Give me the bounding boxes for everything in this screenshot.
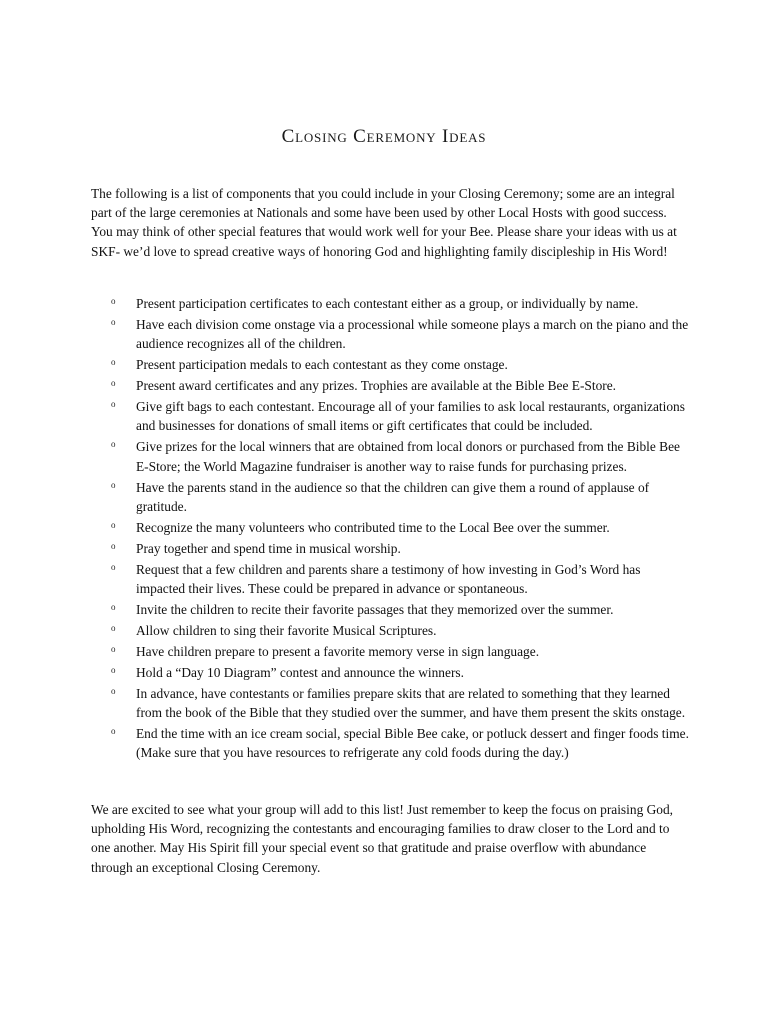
ideas-list: [91, 294, 691, 764]
list-item: [91, 539, 691, 558]
bullet-icon: o: [111, 439, 116, 450]
bullet-icon: o: [111, 623, 116, 634]
bullet-icon: o: [111, 686, 116, 697]
list-item-text: Give gift bags to each contestant. Encourage all of your families to ask local restaurants, organizations and businesses for donations of small items or gift certificates that could be included.: [136, 399, 685, 434]
bullet-icon: o: [111, 399, 116, 410]
list-item-text: Present participation medals to each contestant as they come onstage.: [136, 357, 508, 373]
intro-paragraph: The following is a list of components that you could include in your Closing Ceremony; some are an integral part of the large ceremonies at Nationals and some have been used by other Local Hosts with good success. You may think of other special features that would work well for your Bee. Please share your ideas with us at SKF- we’d love to spread creative ways of honoring God and highlighting family discipleship in His Word!: [91, 186, 677, 259]
bullet-icon: o: [111, 519, 116, 530]
list-item-text: Present participation certificates to each contestant either as a group, or individually by name.: [136, 296, 639, 311]
list-item: [91, 621, 691, 640]
list-item: [91, 437, 691, 475]
list-item: [91, 684, 691, 722]
list-item-text: End the time with an ice cream social, special Bible Bee cake, or potluck dessert and finger foods time. (Make sure that you have resources to refrigerate any cold foods during the day.): [136, 726, 689, 761]
list-item: [91, 294, 691, 313]
list-item: [91, 663, 691, 682]
bullet-icon: o: [111, 665, 116, 676]
list-item-text: Allow children to sing their favorite Musical Scriptures.: [136, 623, 437, 639]
closing-paragraph: We are excited to see what your group will add to this list! Just remember to keep the focus on praising God, upholding His Word, recognizing the contestants and encouraging families to draw closer to the Lord and to one another. May His Spirit fill your special event so that gratitude and praise overflow with abundance through an exceptional Closing Ceremony.: [91, 802, 674, 875]
list-item: [91, 315, 691, 353]
bullet-icon: o: [111, 602, 116, 613]
list-item-text: Present award certificates and any prizes. Trophies are available at the Bible Bee E-Store.: [136, 378, 617, 394]
list-item: [91, 355, 691, 374]
bullet-icon: o: [111, 644, 116, 655]
bullet-icon: o: [111, 726, 116, 737]
list-item-text: Have children prepare to present a favorite memory verse in sign language.: [136, 644, 540, 660]
list-item: [91, 478, 691, 516]
list-item-text: Invite the children to recite their favorite passages that they memorized over the summer.: [136, 602, 614, 618]
list-item-text: Have the parents stand in the audience so that the children can give them a round of applause of gratitude.: [136, 479, 650, 514]
bullet-icon: o: [111, 296, 116, 306]
bullet-icon: o: [111, 540, 116, 551]
list-item-text: Hold a “Day 10 Diagram” contest and announce the winners.: [136, 665, 464, 681]
bullet-icon: o: [111, 479, 116, 490]
bullet-icon: o: [111, 561, 116, 572]
list-item: [91, 397, 691, 435]
list-item-text: Request that a few children and parents share a testimony of how investing in God’s Word has impacted their lives. These could be prepared in advance or spontaneous.: [136, 561, 641, 597]
list-item: [91, 518, 691, 537]
list-item: [91, 376, 691, 395]
bullet-icon: o: [111, 357, 116, 368]
page-title: Closing Ceremony Ideas: [281, 126, 487, 147]
list-item-text: Recognize the many volunteers who contributed time to the Local Bee over the summer.: [136, 519, 610, 535]
list-item-text: Have each division come onstage via a processional while someone plays a march on the piano and the audience recognizes all of the children.: [136, 317, 689, 352]
list-item: [91, 642, 691, 661]
list-item-text: Pray together and spend time in musical worship.: [136, 540, 401, 556]
list-item-text: Give prizes for the local winners that are obtained from local donors or purchased from the Bible Bee E-Store; the World Magazine fundraiser is another way to raise funds for purchasing prizes.: [136, 439, 680, 474]
list-item: [91, 600, 691, 619]
list-item: [91, 724, 691, 762]
bullet-icon: o: [111, 317, 116, 327]
bullet-icon: o: [111, 378, 116, 389]
list-item-text: In advance, have contestants or families prepare skits that are related to something that they learned from the book of the Bible that they studied over the summer, and have them present the skits onstage.: [136, 686, 686, 721]
list-item: [91, 560, 691, 598]
